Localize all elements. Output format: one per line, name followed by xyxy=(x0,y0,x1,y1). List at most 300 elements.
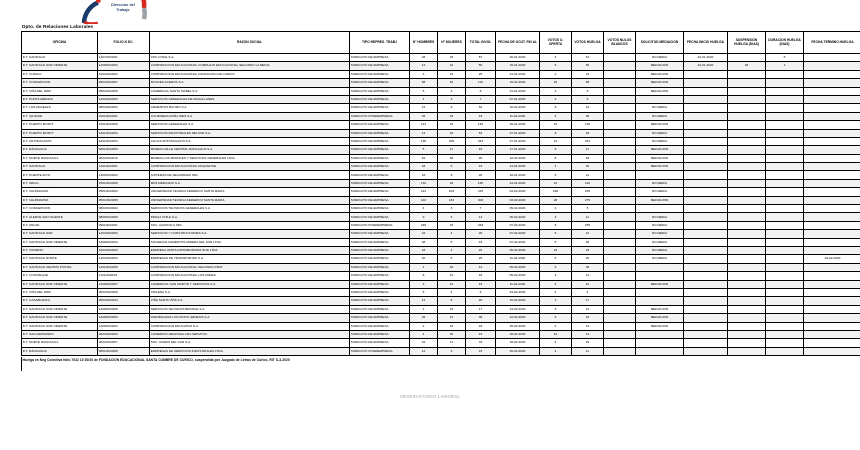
cell-r2-c3: SINDICATO DE EMPRESA xyxy=(350,70,410,78)
cell-r4-c7: 31-01-2020 xyxy=(496,87,540,95)
cell-r18-c15 xyxy=(804,205,860,213)
cell-r0-c13 xyxy=(728,54,766,62)
cell-r5-c3: SINDICATO DE EMPRESA xyxy=(350,95,410,103)
column-header-8: VOTOS U. OFERTA xyxy=(540,32,572,54)
cell-r30-c0: D.T. SANTIAGO SUR ORIENTE xyxy=(22,305,98,313)
cell-r16-c6: 415 xyxy=(466,188,496,196)
cell-r5-c1: 1202/2020/02 xyxy=(98,95,150,103)
cell-r3-c1: 0803/2020/07 xyxy=(98,79,150,87)
table-row[interactable] xyxy=(22,230,860,238)
table-row[interactable] xyxy=(22,238,860,246)
cell-r6-c13 xyxy=(728,104,766,112)
cell-r9-c2: SERVICIOS INDUSTRIALES DELSUR S.A. xyxy=(150,129,350,137)
column-header-1: FOLIO N DC. xyxy=(98,32,150,54)
table-row[interactable] xyxy=(22,339,860,347)
cell-r34-c3: SINDICATO DE EMPRESA xyxy=(350,339,410,347)
cell-r11-c2: MINERA VALLE CENTRAL RANCAGUA S.A. xyxy=(150,146,350,154)
cell-r35-c3: SINDICATO INTEREMPRESA xyxy=(350,347,410,355)
cell-r7-c13 xyxy=(728,112,766,120)
cell-r3-c5: 52 xyxy=(438,79,466,87)
cell-r25-c10 xyxy=(604,263,636,271)
cell-r31-c8: 5 xyxy=(540,314,572,322)
cell-r23-c8: 22 xyxy=(540,246,572,254)
table-row[interactable] xyxy=(22,104,860,112)
cell-r17-c13 xyxy=(728,196,766,204)
table-row[interactable] xyxy=(22,263,860,271)
cell-r8-c13 xyxy=(728,121,766,129)
cell-r6-c12 xyxy=(684,104,728,112)
table-row[interactable] xyxy=(22,255,860,263)
cell-r23-c13 xyxy=(728,246,766,254)
cell-r29-c5: 8 xyxy=(438,297,466,305)
column-header-9: VOTOS HUELGA xyxy=(572,32,604,54)
strike-report-table xyxy=(21,31,860,356)
cell-r22-c4: 38 xyxy=(410,238,438,246)
cell-r24-c13 xyxy=(728,255,766,263)
cell-r0-c1: 1407/2020/01 xyxy=(98,54,150,62)
cell-r22-c14 xyxy=(766,238,804,246)
cell-r8-c10 xyxy=(604,121,636,129)
cell-r0-c11: NO MEDIA xyxy=(636,54,684,62)
cell-r13-c11: MEDIACION xyxy=(636,163,684,171)
cell-r16-c9: 235 xyxy=(572,188,604,196)
cell-r30-c6: 17 xyxy=(466,305,496,313)
cell-r14-c5: 8 xyxy=(438,171,466,179)
cell-r1-c6: 56 xyxy=(466,62,496,70)
cell-r11-c9: 11 xyxy=(572,146,604,154)
table-row[interactable] xyxy=(22,246,860,254)
cell-r31-c3: SINDICATO DE EMPRESA xyxy=(350,314,410,322)
table-row[interactable] xyxy=(22,297,860,305)
cell-r11-c13 xyxy=(728,146,766,154)
table-row[interactable] xyxy=(22,79,860,87)
cell-r0-c7: 20-01-2020 xyxy=(496,54,540,62)
cell-r15-c10 xyxy=(604,179,636,187)
cell-r23-c6: 22 xyxy=(466,246,496,254)
cell-r20-c0: D.T. ANGOL xyxy=(22,221,98,229)
cell-r17-c4: 140 xyxy=(410,196,438,204)
cell-r9-c5: 40 xyxy=(438,129,466,137)
cell-r27-c7: 11-02-2020 xyxy=(496,280,540,288)
cell-r27-c10 xyxy=(604,280,636,288)
cell-r15-c8: 10 xyxy=(540,179,572,187)
table-row[interactable] xyxy=(22,95,860,103)
cell-r5-c7: 07-01-2020 xyxy=(496,95,540,103)
cell-r2-c13 xyxy=(728,70,766,78)
table-row[interactable] xyxy=(22,188,860,196)
cell-r35-c7: 25-02-2020 xyxy=(496,347,540,355)
cell-r14-c13 xyxy=(728,171,766,179)
cell-r14-c12 xyxy=(684,171,728,179)
cell-r26-c12 xyxy=(684,272,728,280)
cell-r11-c14 xyxy=(766,146,804,154)
table-row[interactable] xyxy=(22,137,860,145)
cell-r12-c15 xyxy=(804,154,860,162)
cell-r26-c10 xyxy=(604,272,636,280)
cell-r12-c10 xyxy=(604,154,636,162)
table-row[interactable] xyxy=(22,171,860,179)
cell-r35-c15 xyxy=(804,347,860,355)
cell-r2-c15 xyxy=(804,70,860,78)
cell-r19-c13 xyxy=(728,213,766,221)
cell-r35-c10 xyxy=(604,347,636,355)
cell-r33-c1: 0603/2020/02 xyxy=(98,330,150,338)
cell-r21-c2: SERVICIOS Y CONSTRUCCIONES S.A. xyxy=(150,230,350,238)
table-row[interactable] xyxy=(22,272,860,280)
table-row[interactable] xyxy=(22,163,860,171)
cell-r18-c0: D.T. CONCEPCION xyxy=(22,205,98,213)
cell-r27-c1: 1408/2020/07 xyxy=(98,280,150,288)
cell-r11-c3: SINDICATO DE EMPRESA xyxy=(350,146,410,154)
table-row[interactable] xyxy=(22,280,860,288)
cell-r3-c2: MOLDES ACEROS S.A. xyxy=(150,79,350,87)
cell-r15-c7: 24-01-2020 xyxy=(496,179,540,187)
cell-r3-c10 xyxy=(604,79,636,87)
table-row[interactable] xyxy=(22,305,860,313)
cell-r1-c2: CORPORACION EDUCACIONAL COMPLEJO EDUCACIONAL SEGUNDO LA REINA xyxy=(150,62,350,70)
cell-r11-c1: 0601/2020/03 xyxy=(98,146,150,154)
cell-r11-c7: 17-01-2020 xyxy=(496,146,540,154)
cell-r27-c5: 12 xyxy=(438,280,466,288)
cell-r13-c12 xyxy=(684,163,728,171)
cell-r12-c7: 12-02-2020 xyxy=(496,154,540,162)
cell-r26-c3: SINDICATO DE EMPRESA xyxy=(350,272,410,280)
cell-r8-c12 xyxy=(684,121,728,129)
table-row[interactable] xyxy=(22,112,860,120)
cell-r10-c15 xyxy=(804,137,860,145)
cell-r35-c5: 3 xyxy=(438,347,466,355)
cell-r3-c8: 25 xyxy=(540,79,572,87)
cell-r24-c8: 5 xyxy=(540,255,572,263)
cell-r18-c12 xyxy=(684,205,728,213)
table-row[interactable] xyxy=(22,330,860,338)
cell-r9-c15 xyxy=(804,129,860,137)
cell-r20-c4: 248 xyxy=(410,221,438,229)
cell-r9-c14 xyxy=(766,129,804,137)
cell-r30-c1: 1408/2020/05 xyxy=(98,305,150,313)
table-row[interactable] xyxy=(22,87,860,95)
cell-r26-c14 xyxy=(766,272,804,280)
cell-r34-c14 xyxy=(766,339,804,347)
cell-r4-c11: MEDIACION xyxy=(636,87,684,95)
column-header-7: FECHA DE OCUT. FIN AL xyxy=(496,32,540,54)
cell-r0-c6: 57 xyxy=(466,54,496,62)
cell-r25-c6: 41 xyxy=(466,263,496,271)
cell-r29-c12 xyxy=(684,297,728,305)
cell-r34-c15 xyxy=(804,339,860,347)
cell-r34-c4: 22 xyxy=(410,339,438,347)
cell-r33-c9: 14 xyxy=(572,330,604,338)
cell-r0-c9: 51 xyxy=(572,54,604,62)
cell-r21-c8: 5 xyxy=(540,230,572,238)
cell-r18-c1: 0803/2020/02 xyxy=(98,205,150,213)
table-row[interactable] xyxy=(22,314,860,322)
logo-line-2: Trabajo xyxy=(116,7,130,12)
column-header-6: TOTAL INVOL xyxy=(466,32,496,54)
cell-r34-c6: 33 xyxy=(466,339,496,347)
cell-r17-c0: D.T. VALPARAISO xyxy=(22,196,98,204)
cell-r21-c4: 22 xyxy=(410,230,438,238)
cell-r31-c15 xyxy=(804,314,860,322)
cell-r13-c10 xyxy=(604,163,636,171)
cell-r13-c13 xyxy=(728,163,766,171)
cell-r0-c5: 29 xyxy=(438,54,466,62)
cell-r17-c2: UNIVERSIDAD TECNICA FEDERICO SANTA MARIA xyxy=(150,196,350,204)
cell-r6-c8: 8 xyxy=(540,104,572,112)
cell-r1-c5: 42 xyxy=(438,62,466,70)
cell-r13-c3: SINDICATO DE EMPRESA xyxy=(350,163,410,171)
cell-r24-c6: 25 xyxy=(466,255,496,263)
cell-r22-c1: 1408/2020/04 xyxy=(98,238,150,246)
cell-r13-c8: 4 xyxy=(540,163,572,171)
cell-r5-c14 xyxy=(766,95,804,103)
cell-r25-c0: D.T. SANTIAGO CENTRO POSTAL xyxy=(22,263,98,271)
table-row[interactable] xyxy=(22,70,860,78)
table-row[interactable] xyxy=(22,146,860,154)
cell-r10-c7: 27-01-2020 xyxy=(496,137,540,145)
cell-r17-c5: 163 xyxy=(438,196,466,204)
cell-r0-c15 xyxy=(804,54,860,62)
cell-r16-c14 xyxy=(766,188,804,196)
table-row[interactable] xyxy=(22,154,860,162)
cell-r15-c9: 140 xyxy=(572,179,604,187)
cell-r28-c3: SINDICATO DE EMPRESA xyxy=(350,288,410,296)
cell-r19-c4: 9 xyxy=(410,213,438,221)
cell-r33-c15 xyxy=(804,330,860,338)
cell-r13-c2: CORPORACION EDUCACIONAL MAQUEHUE xyxy=(150,163,350,171)
cell-r30-c7: 13-02-2020 xyxy=(496,305,540,313)
cell-r10-c12 xyxy=(684,137,728,145)
table-row[interactable] xyxy=(22,62,860,70)
table-row[interactable] xyxy=(22,288,860,296)
cell-r3-c14 xyxy=(766,79,804,87)
cell-r20-c12 xyxy=(684,221,728,229)
column-header-14: DURACION HUELGA (DIAS) xyxy=(766,32,804,54)
cell-r28-c4: 5 xyxy=(410,288,438,296)
cell-r31-c12 xyxy=(684,314,728,322)
cell-r21-c0: D.T. SANTIAGO SUR xyxy=(22,230,98,238)
table-row[interactable] xyxy=(22,179,860,187)
cell-r12-c3: SINDICATO DE EMPRESA xyxy=(350,154,410,162)
cell-r31-c6: 38 xyxy=(466,314,496,322)
cell-r21-c6: 26 xyxy=(466,230,496,238)
cell-r8-c11: MEDIACION xyxy=(636,121,684,129)
cell-r0-c2: CPC-CHILE S.A. xyxy=(150,54,350,62)
cell-r0-c8: 3 xyxy=(540,54,572,62)
cell-r26-c11 xyxy=(636,272,684,280)
cell-r8-c4: 124 xyxy=(410,121,438,129)
cell-r5-c4: 4 xyxy=(410,95,438,103)
cell-r15-c1: 1501/2020/08 xyxy=(98,179,150,187)
cell-r31-c1: 1408/2020/03 xyxy=(98,314,150,322)
cell-r2-c4: 3 xyxy=(410,70,438,78)
cell-r4-c10 xyxy=(604,87,636,95)
cell-r22-c12 xyxy=(684,238,728,246)
cell-r27-c6: 15 xyxy=(466,280,496,288)
cell-r13-c0: D.T. SANTIAGO xyxy=(22,163,98,171)
table-row[interactable] xyxy=(22,347,860,355)
cell-r8-c2: SERVICIOS GENERALES S.A. xyxy=(150,121,350,129)
cell-r0-c4: 28 xyxy=(410,54,438,62)
cell-r9-c12 xyxy=(684,129,728,137)
cell-r24-c15: 25-02-2020 xyxy=(804,255,860,263)
cell-r24-c3: SINDICATO DE EMPRESA xyxy=(350,255,410,263)
cell-r3-c6: 110 xyxy=(466,79,496,87)
table-row[interactable] xyxy=(22,196,860,204)
cell-r25-c5: 40 xyxy=(438,263,466,271)
cell-r17-c3: SINDICATO DE EMPRESA xyxy=(350,196,410,204)
cell-r21-c12 xyxy=(684,230,728,238)
cell-r5-c12 xyxy=(684,95,728,103)
cell-r15-c11: NO MEDIA xyxy=(636,179,684,187)
cell-r29-c4: 12 xyxy=(410,297,438,305)
cell-r23-c12 xyxy=(684,246,728,254)
cell-r0-c12: 22-01-2020 xyxy=(684,54,728,62)
cell-r34-c9: 29 xyxy=(572,339,604,347)
cell-r15-c0: D.T. ARICA xyxy=(22,179,98,187)
cell-r24-c0: D.T. SANTIAGO NORTE xyxy=(22,255,98,263)
cell-r29-c7: 15-02-2020 xyxy=(496,297,540,305)
cell-r35-c0: D.T. RANCAGUA xyxy=(22,347,98,355)
cell-r15-c14 xyxy=(766,179,804,187)
cell-r14-c2: SISTEMAS DE SEGURIDAD SPA. xyxy=(150,171,350,179)
cell-r26-c5: 10 xyxy=(438,272,466,280)
cell-r9-c7: 27-01-2020 xyxy=(496,129,540,137)
cell-r10-c5: 205 xyxy=(438,137,466,145)
cell-r7-c3: SINDICATO INTEREMPRESA xyxy=(350,112,410,120)
cell-r13-c1: 1401/2020/01 xyxy=(98,163,150,171)
cell-r35-c4: 12 xyxy=(410,347,438,355)
cell-r33-c0: D.T. SAN FERNANDO xyxy=(22,330,98,338)
cell-r9-c9: 45 xyxy=(572,129,604,137)
cell-r3-c15 xyxy=(804,79,860,87)
table-row[interactable] xyxy=(22,322,860,330)
cell-r34-c0: D.T. NORTE RANCAGUA xyxy=(22,339,98,347)
cell-r8-c0: D.T. PUERTO MONTT xyxy=(22,121,98,129)
cell-r16-c7: 03-02-2020 xyxy=(496,188,540,196)
cell-r17-c9: 275 xyxy=(572,196,604,204)
cell-r16-c4: 212 xyxy=(410,188,438,196)
cell-r24-c9: 20 xyxy=(572,255,604,263)
cell-r21-c3: SINDICATO DE EMPRESA xyxy=(350,230,410,238)
cell-r12-c12 xyxy=(684,154,728,162)
cell-r33-c10 xyxy=(604,330,636,338)
cell-r17-c12 xyxy=(684,196,728,204)
cell-r29-c9: 17 xyxy=(572,297,604,305)
cell-r13-c6: 24 xyxy=(466,163,496,171)
cell-r30-c11: MEDIACION xyxy=(636,305,684,313)
cell-r25-c4: 1 xyxy=(410,263,438,271)
cell-r30-c2: SERVICIOS TECNICOS BRONCE S.A. xyxy=(150,305,350,313)
cell-r9-c4: 13 xyxy=(410,129,438,137)
bottom-watermark-label: OBSERVATORIO LABORAL xyxy=(399,394,461,399)
cell-r14-c11 xyxy=(636,171,684,179)
cell-r26-c9: 14 xyxy=(572,272,604,280)
cell-r34-c13 xyxy=(728,339,766,347)
cell-r28-c2: CHILENA S.A. xyxy=(150,288,350,296)
cell-r2-c8: 2 xyxy=(540,70,572,78)
cell-r31-c11: MEDIACION xyxy=(636,314,684,322)
cell-r22-c15 xyxy=(804,238,860,246)
cell-r7-c9: 38 xyxy=(572,112,604,120)
footnote-text: Huelga en Neg Colectiva folio 7032 10 30/20 de FUNDACION EDUCACIONAL SANTA CUMBRE DE CURICO, suspendida por Juzgado de Letras de Curicó, RIT S-3-2020 xyxy=(22,357,290,362)
cell-r14-c10 xyxy=(604,171,636,179)
cell-r24-c2: EMPRESAS DE TRANSPORTES S.A. xyxy=(150,255,350,263)
cell-r4-c4: 5 xyxy=(410,87,438,95)
cell-r21-c11: NO MEDIA xyxy=(636,230,684,238)
cell-r17-c8: 28 xyxy=(540,196,572,204)
table-row[interactable] xyxy=(22,54,860,62)
table-row[interactable] xyxy=(22,129,860,137)
cell-r33-c8: 10 xyxy=(540,330,572,338)
cell-r0-c0: D.T. SANTIAGO xyxy=(22,54,98,62)
cell-r9-c8: 8 xyxy=(540,129,572,137)
cell-r2-c9: 23 xyxy=(572,70,604,78)
cell-r30-c9: 12 xyxy=(572,305,604,313)
column-header-12: FECHA INICIO HUELGA xyxy=(684,32,728,54)
cell-r16-c13 xyxy=(728,188,766,196)
cell-r35-c1: 0601/2020/08 xyxy=(98,347,150,355)
cell-r30-c12 xyxy=(684,305,728,313)
cell-r0-c3: SINDICATO DE EMPRESA xyxy=(350,54,410,62)
cell-r12-c2: MINERA LOS BRONCES Y SERVICIOS GENERALES LTDA. xyxy=(150,154,350,162)
cell-r24-c11: NO MEDIA xyxy=(636,255,684,263)
cell-r27-c14 xyxy=(766,280,804,288)
cell-r21-c13 xyxy=(728,230,766,238)
cell-r5-c6: 7 xyxy=(466,95,496,103)
cell-r27-c0: D.T. SANTIAGO SUR ORIENTE xyxy=(22,280,98,288)
table-row[interactable] xyxy=(22,205,860,213)
cell-r27-c13 xyxy=(728,280,766,288)
cell-r13-c15 xyxy=(804,163,860,171)
cell-r7-c12 xyxy=(684,112,728,120)
table-row[interactable] xyxy=(22,221,860,229)
cell-r19-c5: 5 xyxy=(438,213,466,221)
cell-r15-c2: MINI MERCADO S.A. xyxy=(150,179,350,187)
cell-r26-c15 xyxy=(804,272,860,280)
cell-r26-c6: 18 xyxy=(466,272,496,280)
cell-r4-c14 xyxy=(766,87,804,95)
cell-r31-c5: 12 xyxy=(438,314,466,322)
cell-r22-c0: D.T. SANTIAGO SUR ORIENTE xyxy=(22,238,98,246)
cell-r22-c6: 43 xyxy=(466,238,496,246)
cell-r28-c1: 0502/2020/06 xyxy=(98,288,150,296)
cell-r29-c10 xyxy=(604,297,636,305)
cell-r20-c11: NO MEDIA xyxy=(636,221,684,229)
cell-r23-c1: 1002/2020/02 xyxy=(98,246,150,254)
cell-r3-c4: 58 xyxy=(410,79,438,87)
cell-r32-c4: 2 xyxy=(410,322,438,330)
cell-r24-c7: 11-02-2020 xyxy=(496,255,540,263)
table-row[interactable] xyxy=(22,213,860,221)
cell-r5-c8: 2 xyxy=(540,95,572,103)
cell-r7-c5: 18 xyxy=(438,112,466,120)
cell-r4-c3: SINDICATO DE EMPRESA xyxy=(350,87,410,95)
cell-r33-c3: SINDICATO DE EMPRESA xyxy=(350,330,410,338)
cell-r35-c9: 11 xyxy=(572,347,604,355)
cell-r19-c7: 05-02-2020 xyxy=(496,213,540,221)
cell-r33-c2: COMERCIO REGIONAL DEL SERVICIO. xyxy=(150,330,350,338)
cell-r20-c6: 263 xyxy=(466,221,496,229)
cell-r26-c1: 1101/2020/01 xyxy=(98,272,150,280)
cell-r12-c13 xyxy=(728,154,766,162)
cell-r2-c12 xyxy=(684,70,728,78)
logo-line-1: Dirección del xyxy=(111,3,135,7)
cell-r35-c14 xyxy=(766,347,804,355)
cell-r30-c8: 5 xyxy=(540,305,572,313)
cell-r30-c15 xyxy=(804,305,860,313)
table-row[interactable] xyxy=(22,121,860,129)
